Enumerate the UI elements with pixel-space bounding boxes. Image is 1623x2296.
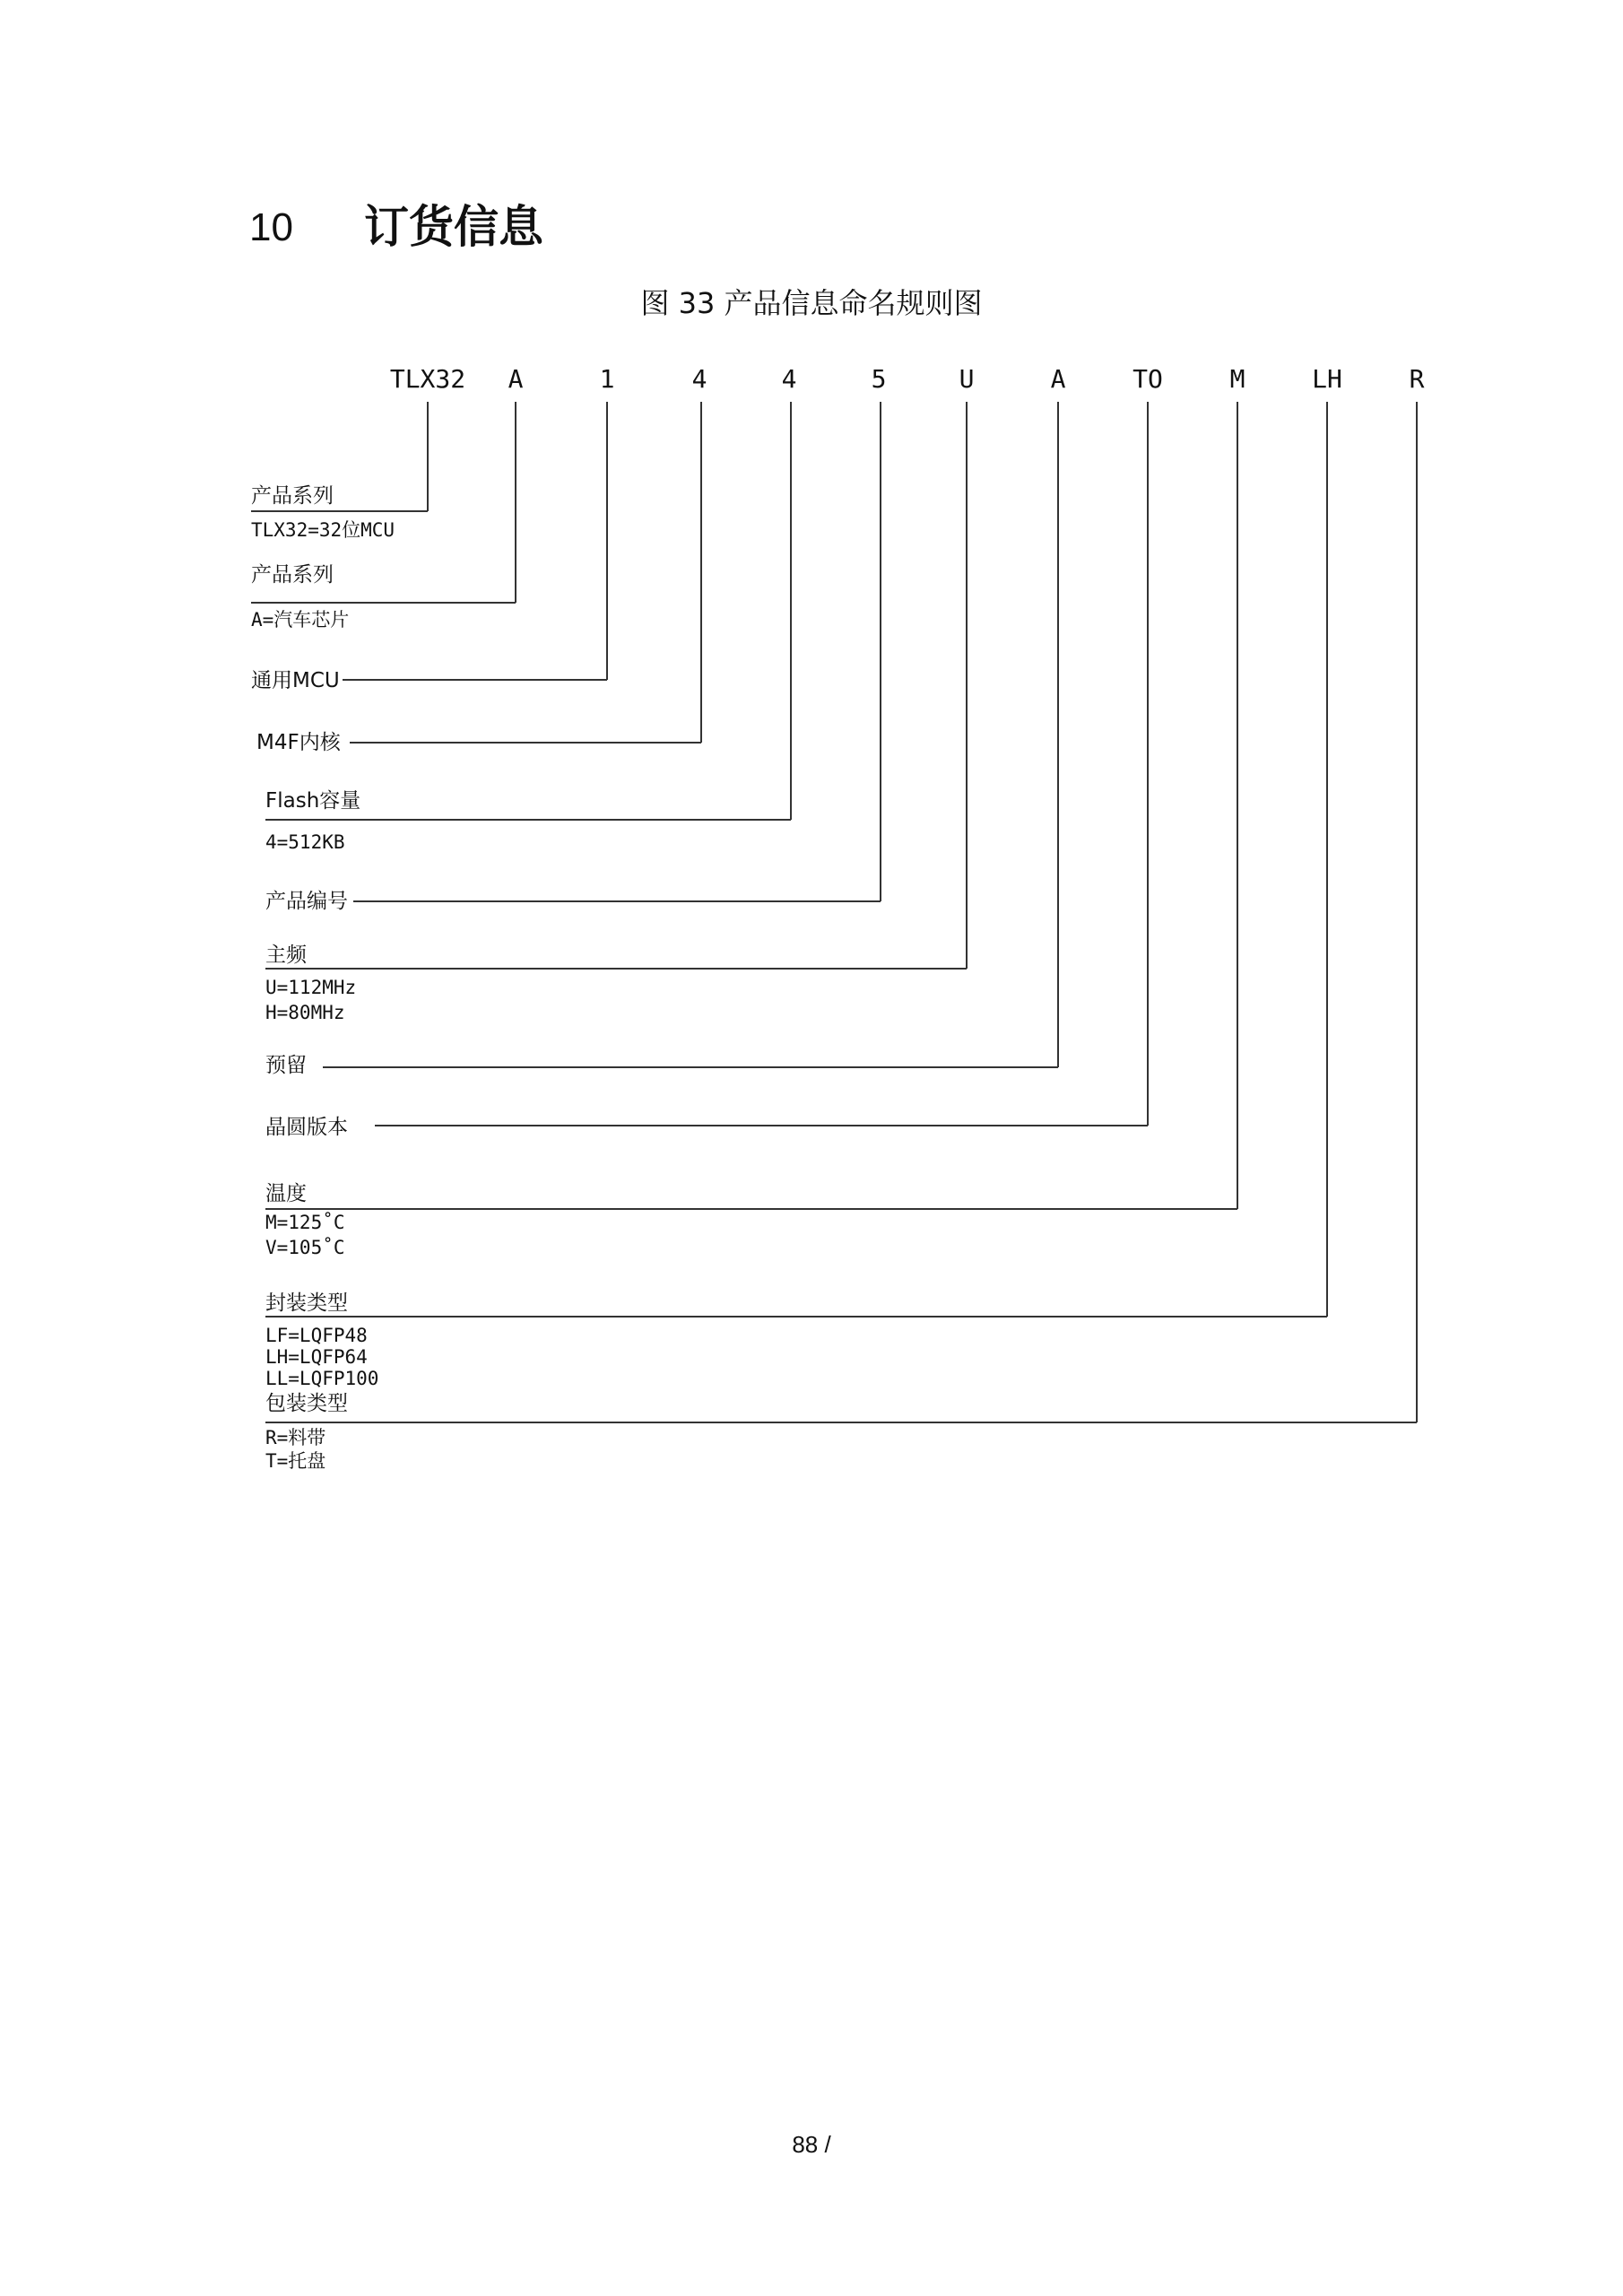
code-segment-10: LH [1312,364,1342,394]
field-value-6-1: H=80MHz [265,1002,345,1023]
code-segment-7: A [1050,364,1066,394]
field-value-11-0: R=料带 [265,1427,326,1448]
field-label-5: 产品编号 [265,890,348,913]
code-segment-0: TLX32 [389,364,466,394]
code-segment-11: R [1409,364,1425,394]
field-value-1-0: A=汽车芯片 [251,609,350,631]
code-segment-8: TO [1133,364,1163,394]
field-value-9-0: M=125˚C [265,1212,345,1233]
code-segment-2: 1 [599,364,615,394]
code-segment-4: 4 [781,364,797,394]
field-value-10-1: LH=LQFP64 [265,1346,368,1368]
field-value-6-0: U=112MHz [265,977,357,998]
code-segment-1: A [508,364,524,394]
field-value-10-0: LF=LQFP48 [265,1325,368,1346]
field-value-0-0: TLX32=32位MCU [251,519,395,541]
field-value-4-0: 4=512KB [265,831,345,853]
field-label-3: M4F内核 [256,731,341,754]
field-label-9: 温度 [265,1182,307,1205]
field-value-11-1: T=托盘 [265,1450,326,1472]
code-segment-6: U [959,364,975,394]
code-segment-3: 4 [691,364,707,394]
field-label-8: 晶圆版本 [265,1116,348,1139]
field-value-10-2: LL=LQFP100 [265,1368,379,1389]
field-label-7: 预留 [265,1054,307,1077]
field-label-10: 封装类型 [265,1292,348,1315]
chapter-number: 10 [249,205,293,249]
figure-caption: 图 33 产品信息命名规则图 [640,286,983,320]
chapter-title: 订货信息 [364,201,543,253]
part-number-code-row [390,364,1425,394]
field-value-9-1: V=105˚C [265,1237,345,1258]
code-segment-5: 5 [871,364,887,394]
field-label-1: 产品系列 [251,563,334,587]
field-label-0: 产品系列 [251,484,334,508]
field-label-11: 包装类型 [265,1392,348,1415]
page-number: 88 / [792,2131,831,2158]
field-label-group [251,484,395,1472]
code-segment-9: M [1229,364,1245,394]
field-label-6: 主频 [265,944,307,967]
field-label-4: Flash容量 [265,789,361,813]
connector-lines [251,402,1417,1422]
field-label-2: 通用MCU [251,669,340,692]
